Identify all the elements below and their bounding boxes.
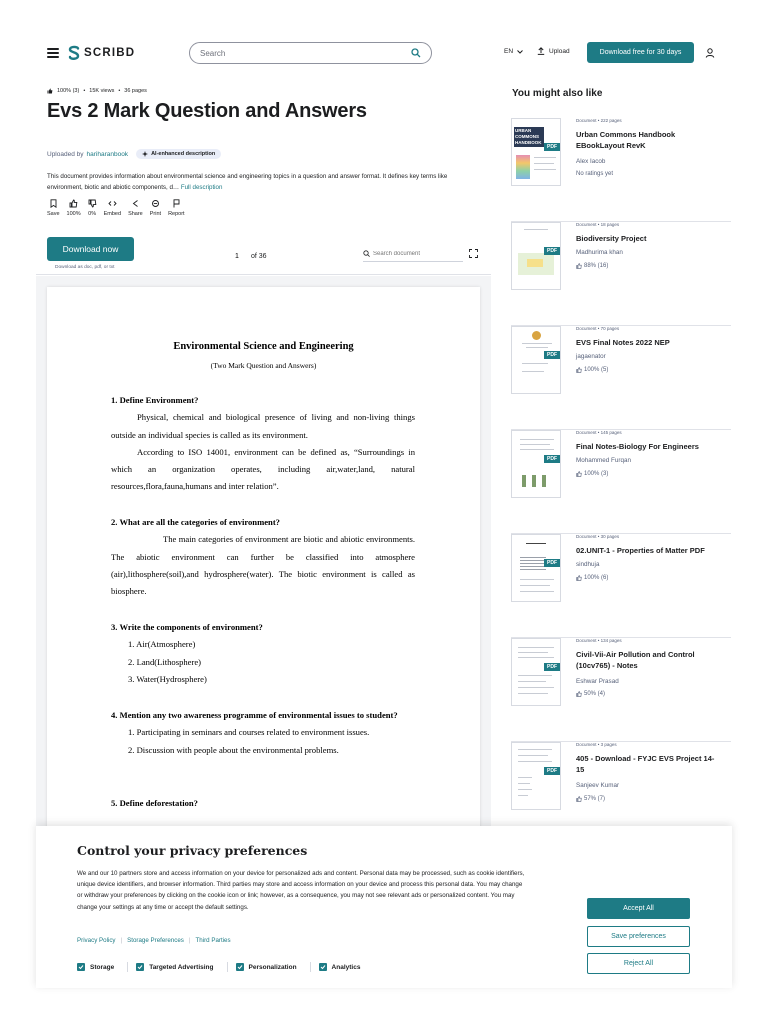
card-rating — [576, 471, 608, 477]
print-button[interactable] — [150, 199, 161, 217]
search-icon — [363, 250, 370, 257]
checkbox-checked-icon — [236, 963, 244, 971]
rating-text: 100% (5) — [584, 367, 609, 373]
card-title[interactable]: Civil-Vii-Air Pollution and Control (10cv765) - Notes — [576, 650, 695, 670]
checkbox-checked-icon — [319, 963, 327, 971]
language-label: EN — [504, 48, 514, 55]
card-author[interactable]: Mohammed Furqan — [576, 457, 631, 464]
question-heading: 1. Define Environment? — [111, 395, 199, 405]
save-preferences-button[interactable]: Save preferences — [587, 926, 690, 947]
card-author[interactable]: Alex Iacob — [576, 158, 606, 165]
card-title[interactable]: Urban Commons Handbook EBookLayout RevK — [576, 130, 676, 150]
storage-checkbox[interactable] — [77, 962, 136, 972]
card-rating — [576, 367, 608, 373]
checkbox-label: Storage — [90, 963, 115, 971]
document-thumbnail — [511, 222, 561, 290]
third-parties-link[interactable]: Third Parties — [195, 937, 231, 944]
privacy-banner — [36, 826, 732, 988]
search-bar[interactable] — [189, 42, 432, 64]
document-toolbar — [36, 228, 491, 275]
document-thumbnail — [511, 534, 561, 602]
card-title[interactable]: 02.UNIT-1 - Properties of Matter PDF — [576, 546, 705, 555]
pdf-badge: PDF — [544, 455, 560, 463]
checkbox-checked-icon — [136, 963, 144, 971]
analytics-checkbox[interactable] — [319, 963, 361, 971]
chevron-down-icon — [517, 50, 523, 54]
thumbs-up-icon — [576, 796, 582, 802]
accept-all-button[interactable]: Accept All — [587, 898, 690, 919]
rating-text: 50% (4) — [584, 691, 606, 697]
sparkle-icon — [142, 151, 148, 157]
card-meta: Document • 70 pages — [576, 326, 620, 331]
card-meta: Document • 222 pages — [576, 118, 622, 123]
embed-icon — [108, 199, 117, 208]
list-item: 3. Water(Hydrosphere) — [128, 673, 207, 684]
answer-paragraph: The main categories of environment are biotic and abiotic environments. The abiotic environment can further be classified into atmosphere (air),lithosphere(soil),and hydrosphere(water). The biotic environment is called as biosphere. — [111, 534, 415, 597]
embed-button[interactable] — [104, 199, 121, 217]
card-meta: Document • 18 pages — [576, 222, 620, 227]
question-block-5 — [111, 795, 415, 812]
thumbs-up-icon — [576, 691, 582, 697]
top-navigation — [36, 36, 732, 70]
consent-checkboxes — [77, 962, 360, 972]
question-heading: 4. Mention any two awareness programme of environmental issues to student? — [111, 710, 398, 720]
document-thumbnail — [511, 430, 561, 498]
card-author[interactable]: Sanjeev Kumar — [576, 782, 620, 789]
rating-text: No ratings yet — [576, 171, 614, 177]
thumbs-down-icon — [88, 199, 97, 208]
document-stats: 100% (3) • 15K views • 36 pages — [47, 88, 147, 94]
question-block-1 — [111, 392, 415, 496]
list-item: 2. Discussion with people about the environmental problems. — [128, 744, 339, 755]
page-number-input[interactable] — [229, 249, 245, 263]
recommendation-card[interactable] — [511, 742, 721, 832]
card-author[interactable]: jagaenator — [576, 353, 606, 360]
embed-label: Embed — [103, 211, 122, 217]
pdf-badge: PDF — [544, 559, 560, 567]
card-meta: Document • 30 pages — [576, 534, 620, 539]
download-formats-note: Download as doc, pdf, or txt — [55, 265, 115, 270]
page-navigator — [229, 249, 267, 263]
document-thumbnail — [511, 118, 561, 186]
rating-text: 88% (16) — [584, 263, 609, 269]
question-heading: 5. Define deforestation? — [111, 798, 198, 808]
card-title[interactable]: EVS Final Notes 2022 NEP — [576, 338, 670, 347]
upload-label: Upload — [549, 47, 570, 55]
document-thumbnail — [511, 638, 561, 706]
card-rating — [576, 796, 605, 802]
card-title[interactable]: 405 - Download - FYJC EVS Project 14-15 — [576, 754, 715, 774]
description-text: This document provides information about environmental science and engineering topics in a question and answer format. It defines key terms like environment, biotic and abiotic components, d… — [47, 173, 448, 191]
thumbs-up-icon — [69, 199, 78, 208]
pdf-badge: PDF — [544, 247, 560, 255]
like-button[interactable] — [67, 199, 81, 217]
document-description — [47, 171, 477, 193]
download-now-button[interactable]: Download now — [47, 237, 134, 261]
uploaded-by-label: Uploaded by — [47, 150, 84, 158]
card-rating — [576, 171, 613, 177]
download-free-button[interactable]: Download free for 30 days — [587, 42, 694, 63]
full-description-link[interactable]: Full description — [180, 184, 223, 191]
answer-paragraph: Physical, chemical and biological presence of living and non-living things outside an individual species is called as its environment. — [111, 412, 415, 440]
view-count: 15K views — [89, 88, 115, 94]
thumbs-up-icon — [576, 471, 582, 477]
document-actions — [47, 199, 192, 217]
card-title[interactable]: Biodiversity Project — [576, 234, 647, 243]
card-rating — [576, 575, 608, 581]
pdf-badge: PDF — [544, 663, 560, 671]
card-meta: Document • 134 pages — [576, 638, 622, 643]
rating-text: 100% (3) — [584, 471, 609, 477]
page-count: 36 pages — [124, 88, 147, 94]
recommendation-card[interactable] — [511, 326, 721, 416]
page-total: of 36 — [251, 252, 267, 260]
recommendation-card[interactable] — [511, 222, 721, 312]
report-label: Report — [168, 211, 185, 217]
rating-value: 100% (3) — [57, 88, 80, 94]
search-icon[interactable] — [411, 48, 421, 58]
ai-description-badge[interactable] — [136, 149, 221, 159]
user-icon[interactable] — [703, 46, 717, 60]
card-rating — [576, 691, 605, 697]
logo-text: SCRIBD — [84, 47, 136, 59]
bookmark-icon — [49, 199, 58, 208]
print-icon — [151, 199, 160, 208]
recommendation-card[interactable] — [511, 638, 721, 728]
checkbox-checked-icon — [77, 963, 85, 971]
thumbs-up-icon — [576, 367, 582, 373]
targeted-advertising-checkbox[interactable] — [136, 962, 235, 972]
thumbs-up-icon — [576, 263, 582, 269]
privacy-policy-link[interactable]: Privacy Policy — [77, 937, 116, 944]
checkbox-label: Personalization — [248, 963, 297, 971]
reject-all-button[interactable]: Reject All — [587, 953, 690, 974]
ai-badge-label: AI-enhanced description — [151, 151, 216, 157]
flag-icon — [172, 199, 181, 208]
personalization-checkbox[interactable] — [236, 962, 319, 972]
document-thumbnail — [511, 326, 561, 394]
share-icon — [131, 199, 140, 208]
fullscreen-icon[interactable] — [469, 249, 478, 258]
recommendation-card[interactable] — [511, 430, 721, 520]
share-label: Share — [128, 211, 143, 217]
card-meta: Document • 3 pages — [576, 742, 617, 747]
question-heading: 2. What are all the categories of environment? — [111, 517, 280, 527]
dislike-percent: 0% — [88, 211, 97, 217]
recommendation-card[interactable] — [511, 534, 721, 624]
rating-text: 100% (6) — [584, 575, 609, 581]
report-button[interactable] — [168, 199, 185, 217]
question-block-2 — [111, 514, 415, 600]
list-item: 2. Land(Lithosphere) — [128, 656, 202, 667]
list-item: 1. Air(Atmosphere) — [128, 639, 196, 650]
checkbox-label: Analytics — [331, 963, 361, 971]
dislike-button[interactable] — [88, 199, 97, 217]
card-meta: Document • 145 pages — [576, 430, 622, 435]
page-heading: Environmental Science and Engineering — [173, 341, 354, 352]
upload-icon — [537, 47, 545, 55]
card-author[interactable]: Madhurima khan — [576, 249, 623, 256]
upload-button[interactable] — [537, 47, 570, 55]
save-button[interactable] — [47, 199, 60, 217]
card-rating — [576, 263, 608, 269]
hamburger-menu-icon[interactable] — [47, 48, 59, 58]
privacy-text: We and our 10 partners store and access information on your device for personalized ads and content. Personal data may be processed, such as cookie identifiers, unique device identifiers, and browser information. Third parties may store and access information on your device and process this personal data. You may change or withdraw your preferences by clicking on the cookie icon or link; however, as a consequence, you may not see relevant ads or personalized content. You may change your settings at any time or accept the default settings. — [77, 870, 525, 911]
question-heading: 3. Write the components of environment? — [111, 622, 263, 632]
checkbox-label: Targeted Advertising — [149, 963, 214, 971]
privacy-links: Privacy Policy | Storage Preferences | Third Parties — [77, 937, 231, 944]
card-title[interactable]: Final Notes-Biology For Engineers — [576, 442, 699, 451]
uploader-row — [47, 149, 221, 159]
storage-preferences-link[interactable]: Storage Preferences — [127, 937, 184, 944]
language-selector[interactable] — [504, 48, 523, 55]
scribd-logo[interactable] — [68, 45, 135, 61]
document-search-input[interactable] — [373, 251, 453, 257]
save-label: Save — [47, 211, 60, 217]
card-author[interactable]: sindhuja — [576, 561, 600, 568]
page-subheading: (Two Mark Question and Answers) — [210, 361, 317, 370]
card-author[interactable]: Eshwar Prasad — [576, 678, 619, 685]
print-label: Print — [149, 211, 162, 217]
pdf-badge: PDF — [544, 143, 560, 151]
list-item: 1. Participating in seminars and courses related to environment issues. — [128, 727, 370, 738]
like-percent: 100% — [66, 211, 81, 217]
rating-text: 57% (7) — [584, 796, 606, 802]
recommendations-title: You might also like — [512, 88, 603, 99]
thumbs-up-icon — [576, 575, 582, 581]
document-thumbnail — [511, 742, 561, 810]
answer-paragraph: According to ISO 14001, environment can be defined as, “Surroundings in which an organization operates, including air,water,land, natural resources,flora,fauna,humans and inter relation”. — [111, 446, 415, 492]
recommendation-card[interactable] — [511, 118, 721, 208]
author-link[interactable]: hariharanbook — [86, 150, 129, 158]
pdf-badge: PDF — [544, 351, 560, 359]
document-page — [47, 287, 480, 847]
question-block-3 — [111, 619, 415, 688]
document-title: Evs 2 Mark Question and Answers — [47, 100, 367, 122]
privacy-title: Control your privacy preferences — [77, 843, 308, 858]
share-button[interactable] — [128, 199, 143, 217]
pdf-badge: PDF — [544, 767, 560, 775]
thumbs-up-filled-icon — [47, 88, 53, 94]
question-block-4 — [111, 707, 415, 759]
thumbnail-title: URBAN COMMONS HANDBOOK — [514, 127, 544, 147]
scribd-logo-icon — [68, 45, 80, 61]
document-search[interactable] — [363, 246, 463, 262]
search-input[interactable] — [200, 49, 411, 58]
